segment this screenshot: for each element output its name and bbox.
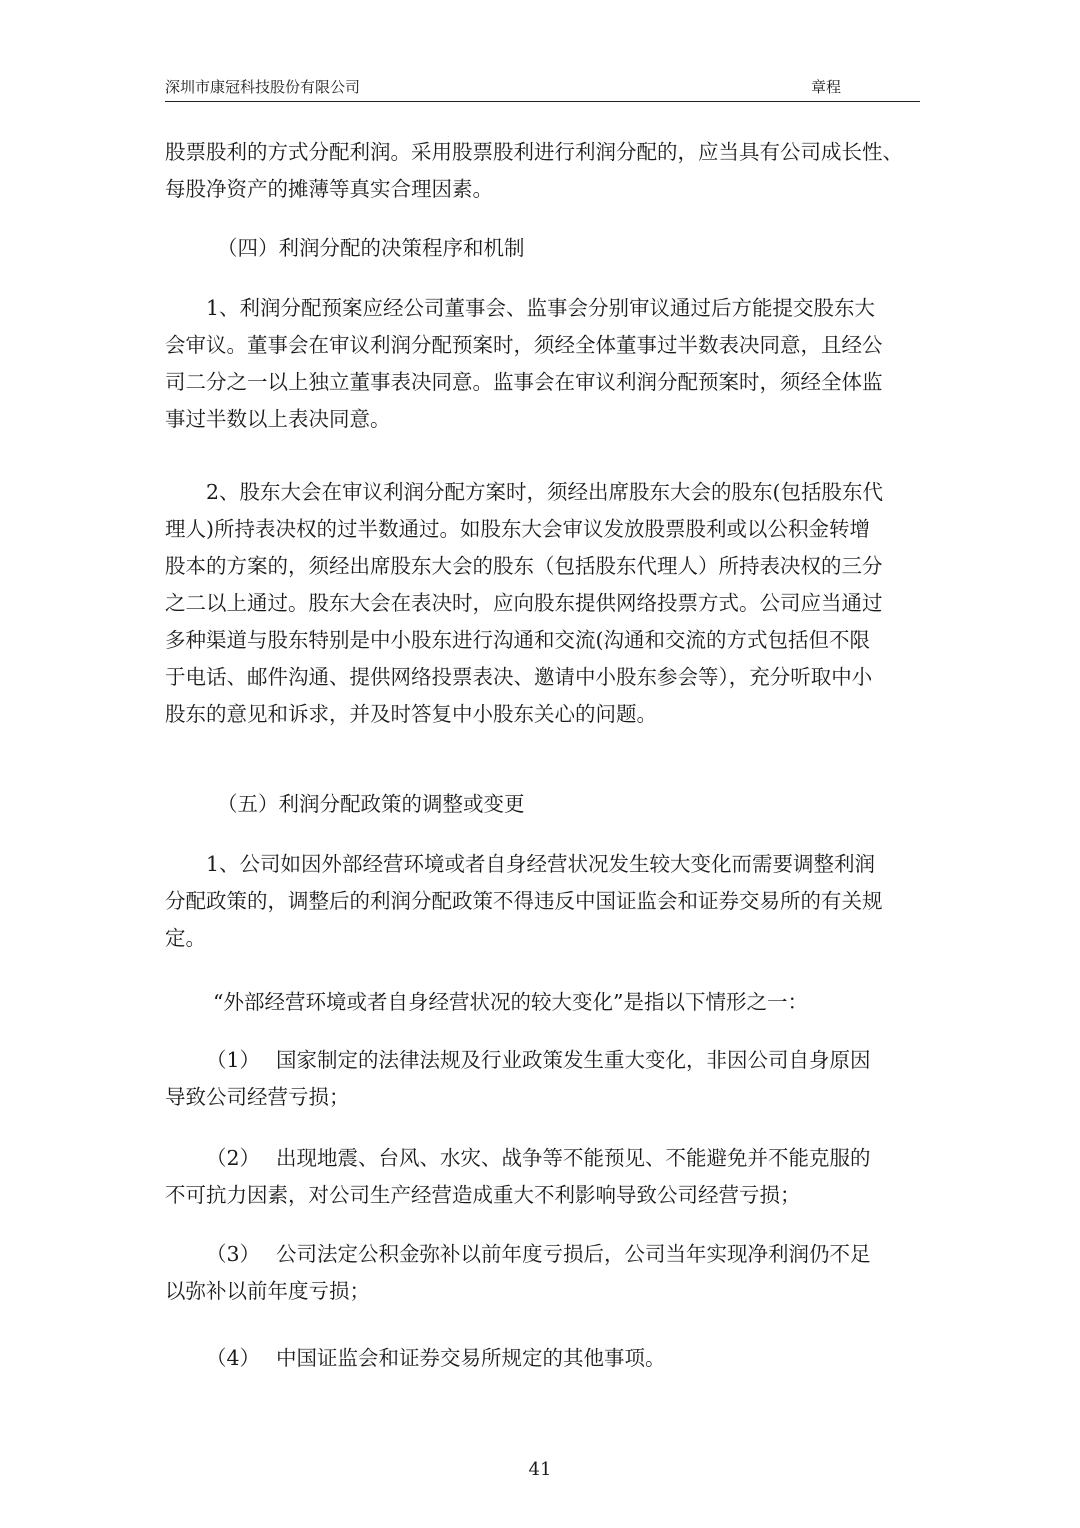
paragraph-adjustment-1 — [165, 846, 920, 957]
section-heading-4 — [165, 230, 972, 267]
heading-text: （四）利润分配的决策程序和机制 — [217, 236, 525, 260]
text-line: 股东的意见和诉求，并及时答复中小股东关心的问题。 — [165, 702, 657, 726]
list-item-2 — [165, 1140, 920, 1214]
heading-text: （五）利润分配政策的调整或变更 — [217, 792, 525, 816]
list-item-number: （4） — [206, 1346, 261, 1370]
page-header — [165, 76, 920, 102]
header-document-title: 章程 — [811, 78, 842, 96]
text-line: 股本的方案的，须经出席股东大会的股东（包括股东代理人）所持表决权的三分 — [165, 554, 883, 578]
list-item-text-continued: 导致公司经营亏损； — [165, 1085, 350, 1109]
text-line: 之二以上通过。股东大会在表决时，应向股东提供网络投票方式。公司应当通过 — [165, 591, 883, 615]
list-item-3 — [165, 1236, 920, 1310]
text-line: 股票股利的方式分配利润。采用股票股利进行利润分配的，应当具有公司成长性、 — [165, 140, 903, 164]
list-item-number: （3） — [206, 1242, 261, 1266]
paragraph-continuation — [165, 134, 920, 208]
text-line: 理人)所持表决权的过半数通过。如股东大会审议发放股票股利或以公积金转增 — [165, 517, 870, 541]
header-company-name: 深圳市康冠科技股份有限公司 — [165, 78, 361, 96]
text-line: 事过半数以上表决同意。 — [165, 407, 391, 431]
text-line: 司二分之一以上独立董事表决同意。监事会在审议利润分配预案时，须经全体监 — [165, 370, 883, 394]
list-item-text: 出现地震、台风、水灾、战争等不能预见、不能避免并不能克服的 — [276, 1146, 871, 1170]
list-item-text: 国家制定的法律法规及行业政策发生重大变化，非因公司自身原因 — [276, 1048, 871, 1072]
list-item-number: （1） — [206, 1048, 261, 1072]
text-line: 分配政策的，调整后的利润分配政策不得违反中国证监会和证券交易所的有关规 — [165, 889, 883, 913]
paragraph-decision-1 — [165, 290, 920, 438]
text-line: 1、利润分配预案应经公司董事会、监事会分别审议通过后方能提交股东大 — [206, 296, 876, 320]
text-line: 2、股东大会在审议利润分配方案时，须经出席股东大会的股东(包括股东代 — [206, 480, 884, 504]
list-item-text: 中国证监会和证券交易所规定的其他事项。 — [276, 1346, 666, 1370]
paragraph-decision-2 — [165, 474, 920, 733]
quote-text: “外部经营环境或者自身经营状况的较大变化”是指以下情形之一： — [213, 990, 808, 1014]
text-line: 多种渠道与股东特别是中小股东进行沟通和交流(沟通和交流的方式包括但不限 — [165, 628, 870, 652]
list-item-1 — [165, 1042, 920, 1116]
list-item-text-continued: 以弥补以前年度亏损； — [165, 1279, 370, 1303]
section-heading-5 — [165, 786, 972, 823]
text-line: 定。 — [165, 926, 206, 950]
list-item-text-continued: 不可抗力因素，对公司生产经营造成重大不利影响导致公司经营亏损； — [165, 1183, 801, 1207]
text-line: 会审议。董事会在审议利润分配预案时，须经全体董事过半数表决同意，且经公 — [165, 333, 883, 357]
list-item-4 — [165, 1340, 920, 1377]
text-line: 于电话、邮件沟通、提供网络投票表决、邀请中小股东参会等），充分听取中小 — [165, 665, 873, 689]
quote-paragraph — [165, 984, 968, 1021]
page-number: 41 — [528, 1459, 552, 1480]
list-item-text: 公司法定公积金弥补以前年度亏损后，公司当年实现净利润仍不足 — [276, 1242, 871, 1266]
list-item-number: （2） — [206, 1146, 261, 1170]
text-line: 1、公司如因外部经营环境或者自身经营状况发生较大变化而需要调整利润 — [206, 852, 876, 876]
text-line: 每股净资产的摊薄等真实合理因素。 — [165, 177, 493, 201]
